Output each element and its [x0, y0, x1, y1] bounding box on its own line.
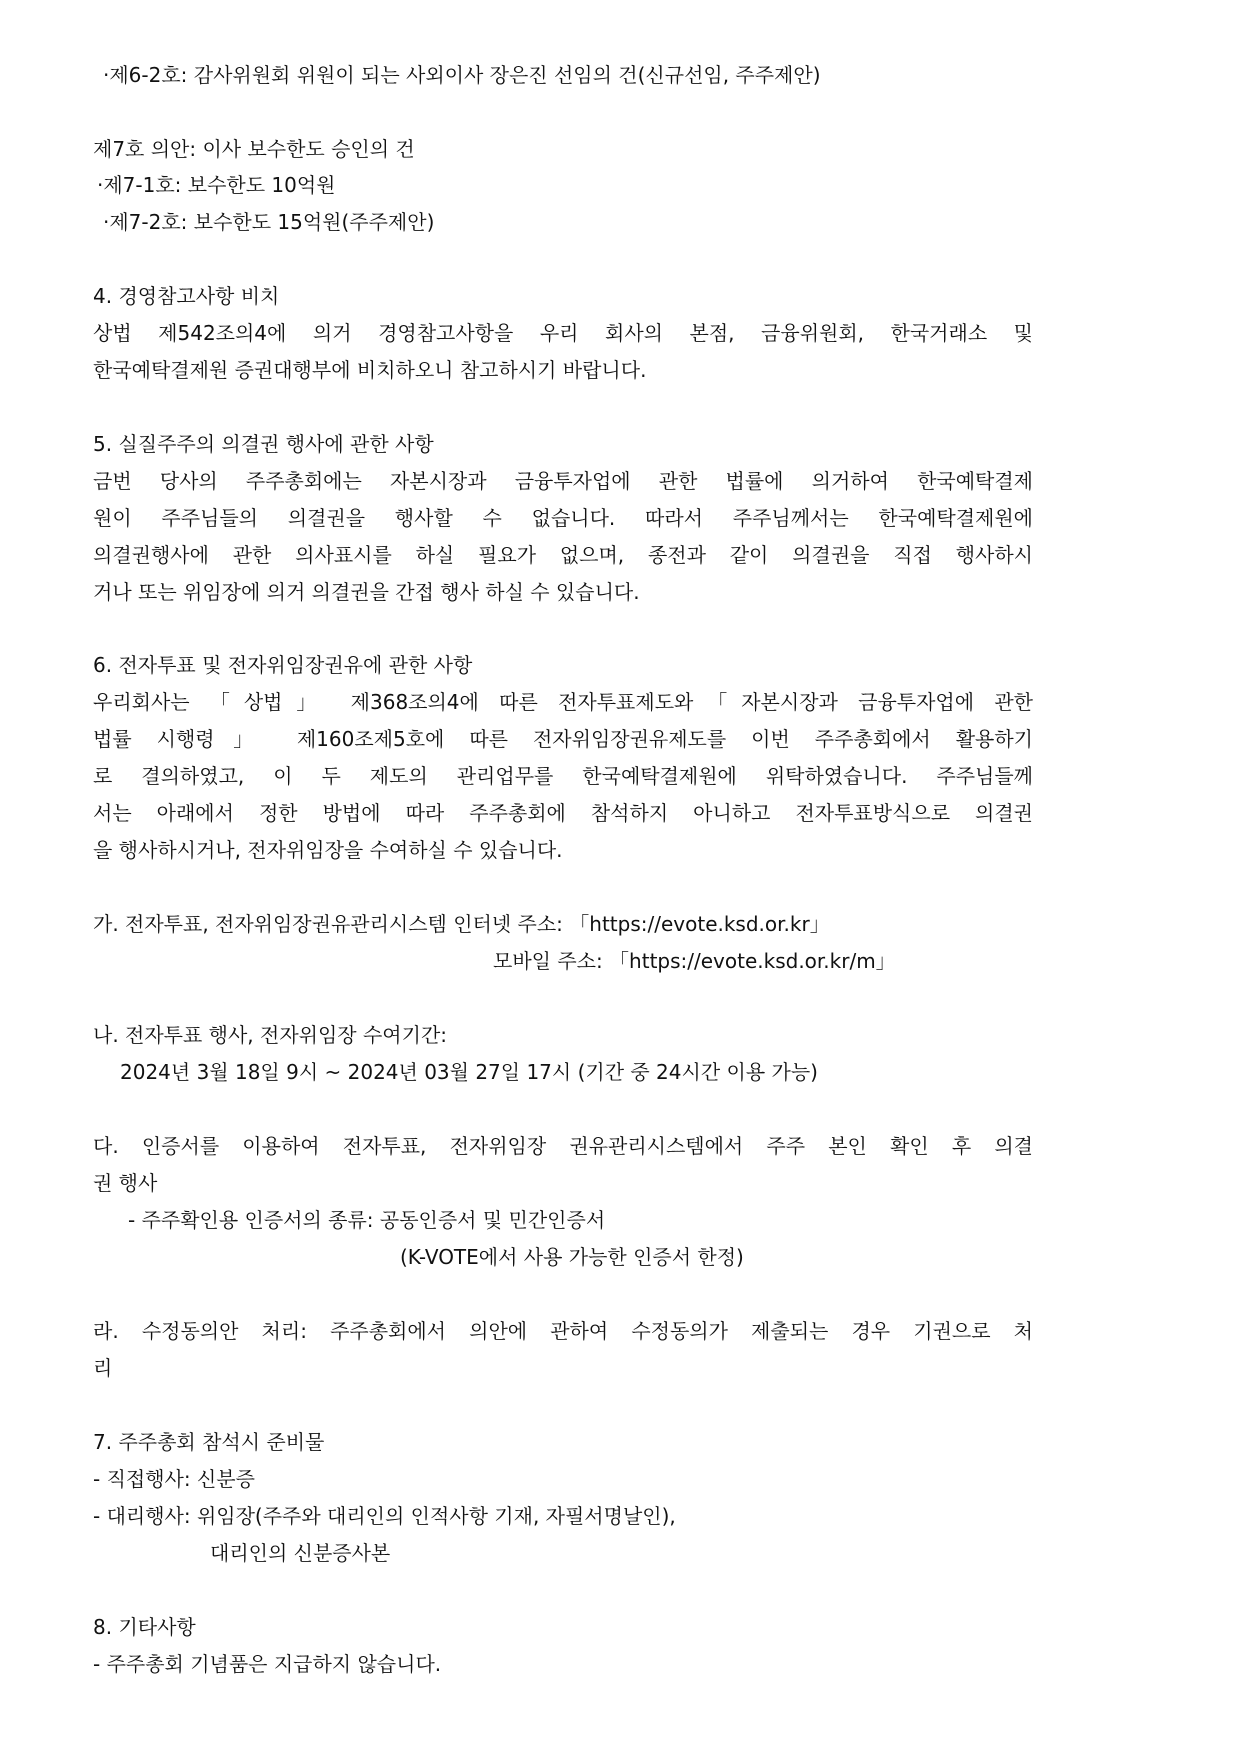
amendment-line: 리 [93, 1356, 113, 1380]
section-6-line: 로 결의하였고, 이 두 제도의 관리업무를 한국예탁결제원에 위탁하였습니다. 주주님들께 [93, 764, 1033, 788]
agenda-7-2: ·제7-2호: 보수한도 15억원(주주제안) [103, 210, 435, 234]
section-7-line: 대리인의 신분증사본 [210, 1541, 391, 1565]
section-5-line: 거나 또는 위임장에 의거 의결권을 간접 행사 하실 수 있습니다. [93, 580, 640, 604]
evote-period-label: 나. 전자투표 행사, 전자위임장 수여기간: [93, 1023, 448, 1047]
section-5-line: 원이 주주님들의 의결권을 행사할 수 없습니다. 따라서 주주님께서는 한국예탁결제원에 [93, 506, 1033, 530]
section-6-line: 서는 아래에서 정한 방법에 따라 주주총회에 참석하지 아니하고 전자투표방식으로 의결권 [93, 801, 1033, 825]
certificate-types: - 주주확인용 인증서의 종류: 공동인증서 및 민간인증서 [128, 1208, 606, 1232]
section-5-heading: 5. 실질주주의 의결권 행사에 관한 사항 [93, 432, 434, 456]
amendment-line: 라. 수정동의안 처리: 주주총회에서 의안에 관하여 수정동의가 제출되는 경우 기권으로 처 [93, 1319, 1033, 1343]
section-7-line: - 대리행사: 위임장(주주와 대리인의 인적사항 기재, 자필서명날인), [93, 1504, 676, 1528]
section-6-line: 을 행사하시거나, 전자위임장을 수여하실 수 있습니다. [93, 838, 563, 862]
certificate-note: (K-VOTE에서 사용 가능한 인증서 한정) [400, 1245, 744, 1269]
certificate-line: 다. 인증서를 이용하여 전자투표, 전자위임장 권유관리시스템에서 주주 본인 확인 후 의결 [93, 1134, 1033, 1158]
agenda-7-title: 제7호 의안: 이사 보수한도 승인의 건 [93, 137, 415, 161]
section-8-line: - 주주총회 기념품은 지급하지 않습니다. [93, 1652, 442, 1676]
section-6-line: 우리회사는 「상법」 제368조의4에 따른 전자투표제도와「자본시장과 금융투자업에 관한 [93, 690, 1033, 714]
section-8-heading: 8. 기타사항 [93, 1615, 196, 1639]
evote-mobile-address: 모바일 주소: 「https://evote.ksd.or.kr/m」 [493, 949, 896, 973]
evote-internet-address: 가. 전자투표, 전자위임장권유관리시스템 인터넷 주소: 「https://evote.ksd.or.kr」 [93, 912, 830, 936]
section-7-line: - 직접행사: 신분증 [93, 1467, 255, 1491]
section-5-line: 금번 당사의 주주총회에는 자본시장과 금융투자업에 관한 법률에 의거하여 한국예탁결제 [93, 469, 1033, 493]
agenda-7-1: ·제7-1호: 보수한도 10억원 [97, 173, 336, 197]
section-4-line: 상법 제542조의4에 의거 경영참고사항을 우리 회사의 본점, 금융위원회, 한국거래소 및 [93, 321, 1033, 345]
agenda-6-2: ·제6-2호: 감사위원회 위원이 되는 사외이사 장은진 선임의 건(신규선임, 주주제안) [103, 63, 821, 87]
section-6-line: 법률 시행령」 제160조제5호에 따른 전자위임장권유제도를 이번 주주총회에서 활용하기 [93, 727, 1033, 751]
certificate-line: 권 행사 [93, 1171, 158, 1195]
section-4-line: 한국예탁결제원 증권대행부에 비치하오니 참고하시기 바랍니다. [93, 358, 647, 382]
section-4-heading: 4. 경영참고사항 비치 [93, 284, 280, 308]
section-5-line: 의결권행사에 관한 의사표시를 하실 필요가 없으며, 종전과 같이 의결권을 직접 행사하시 [93, 543, 1033, 567]
section-6-heading: 6. 전자투표 및 전자위임장권유에 관한 사항 [93, 653, 473, 677]
section-7-heading: 7. 주주총회 참석시 준비물 [93, 1430, 325, 1454]
evote-period-value: 2024년 3월 18일 9시 ~ 2024년 03월 27일 17시 (기간 중 24시간 이용 가능) [120, 1060, 818, 1084]
